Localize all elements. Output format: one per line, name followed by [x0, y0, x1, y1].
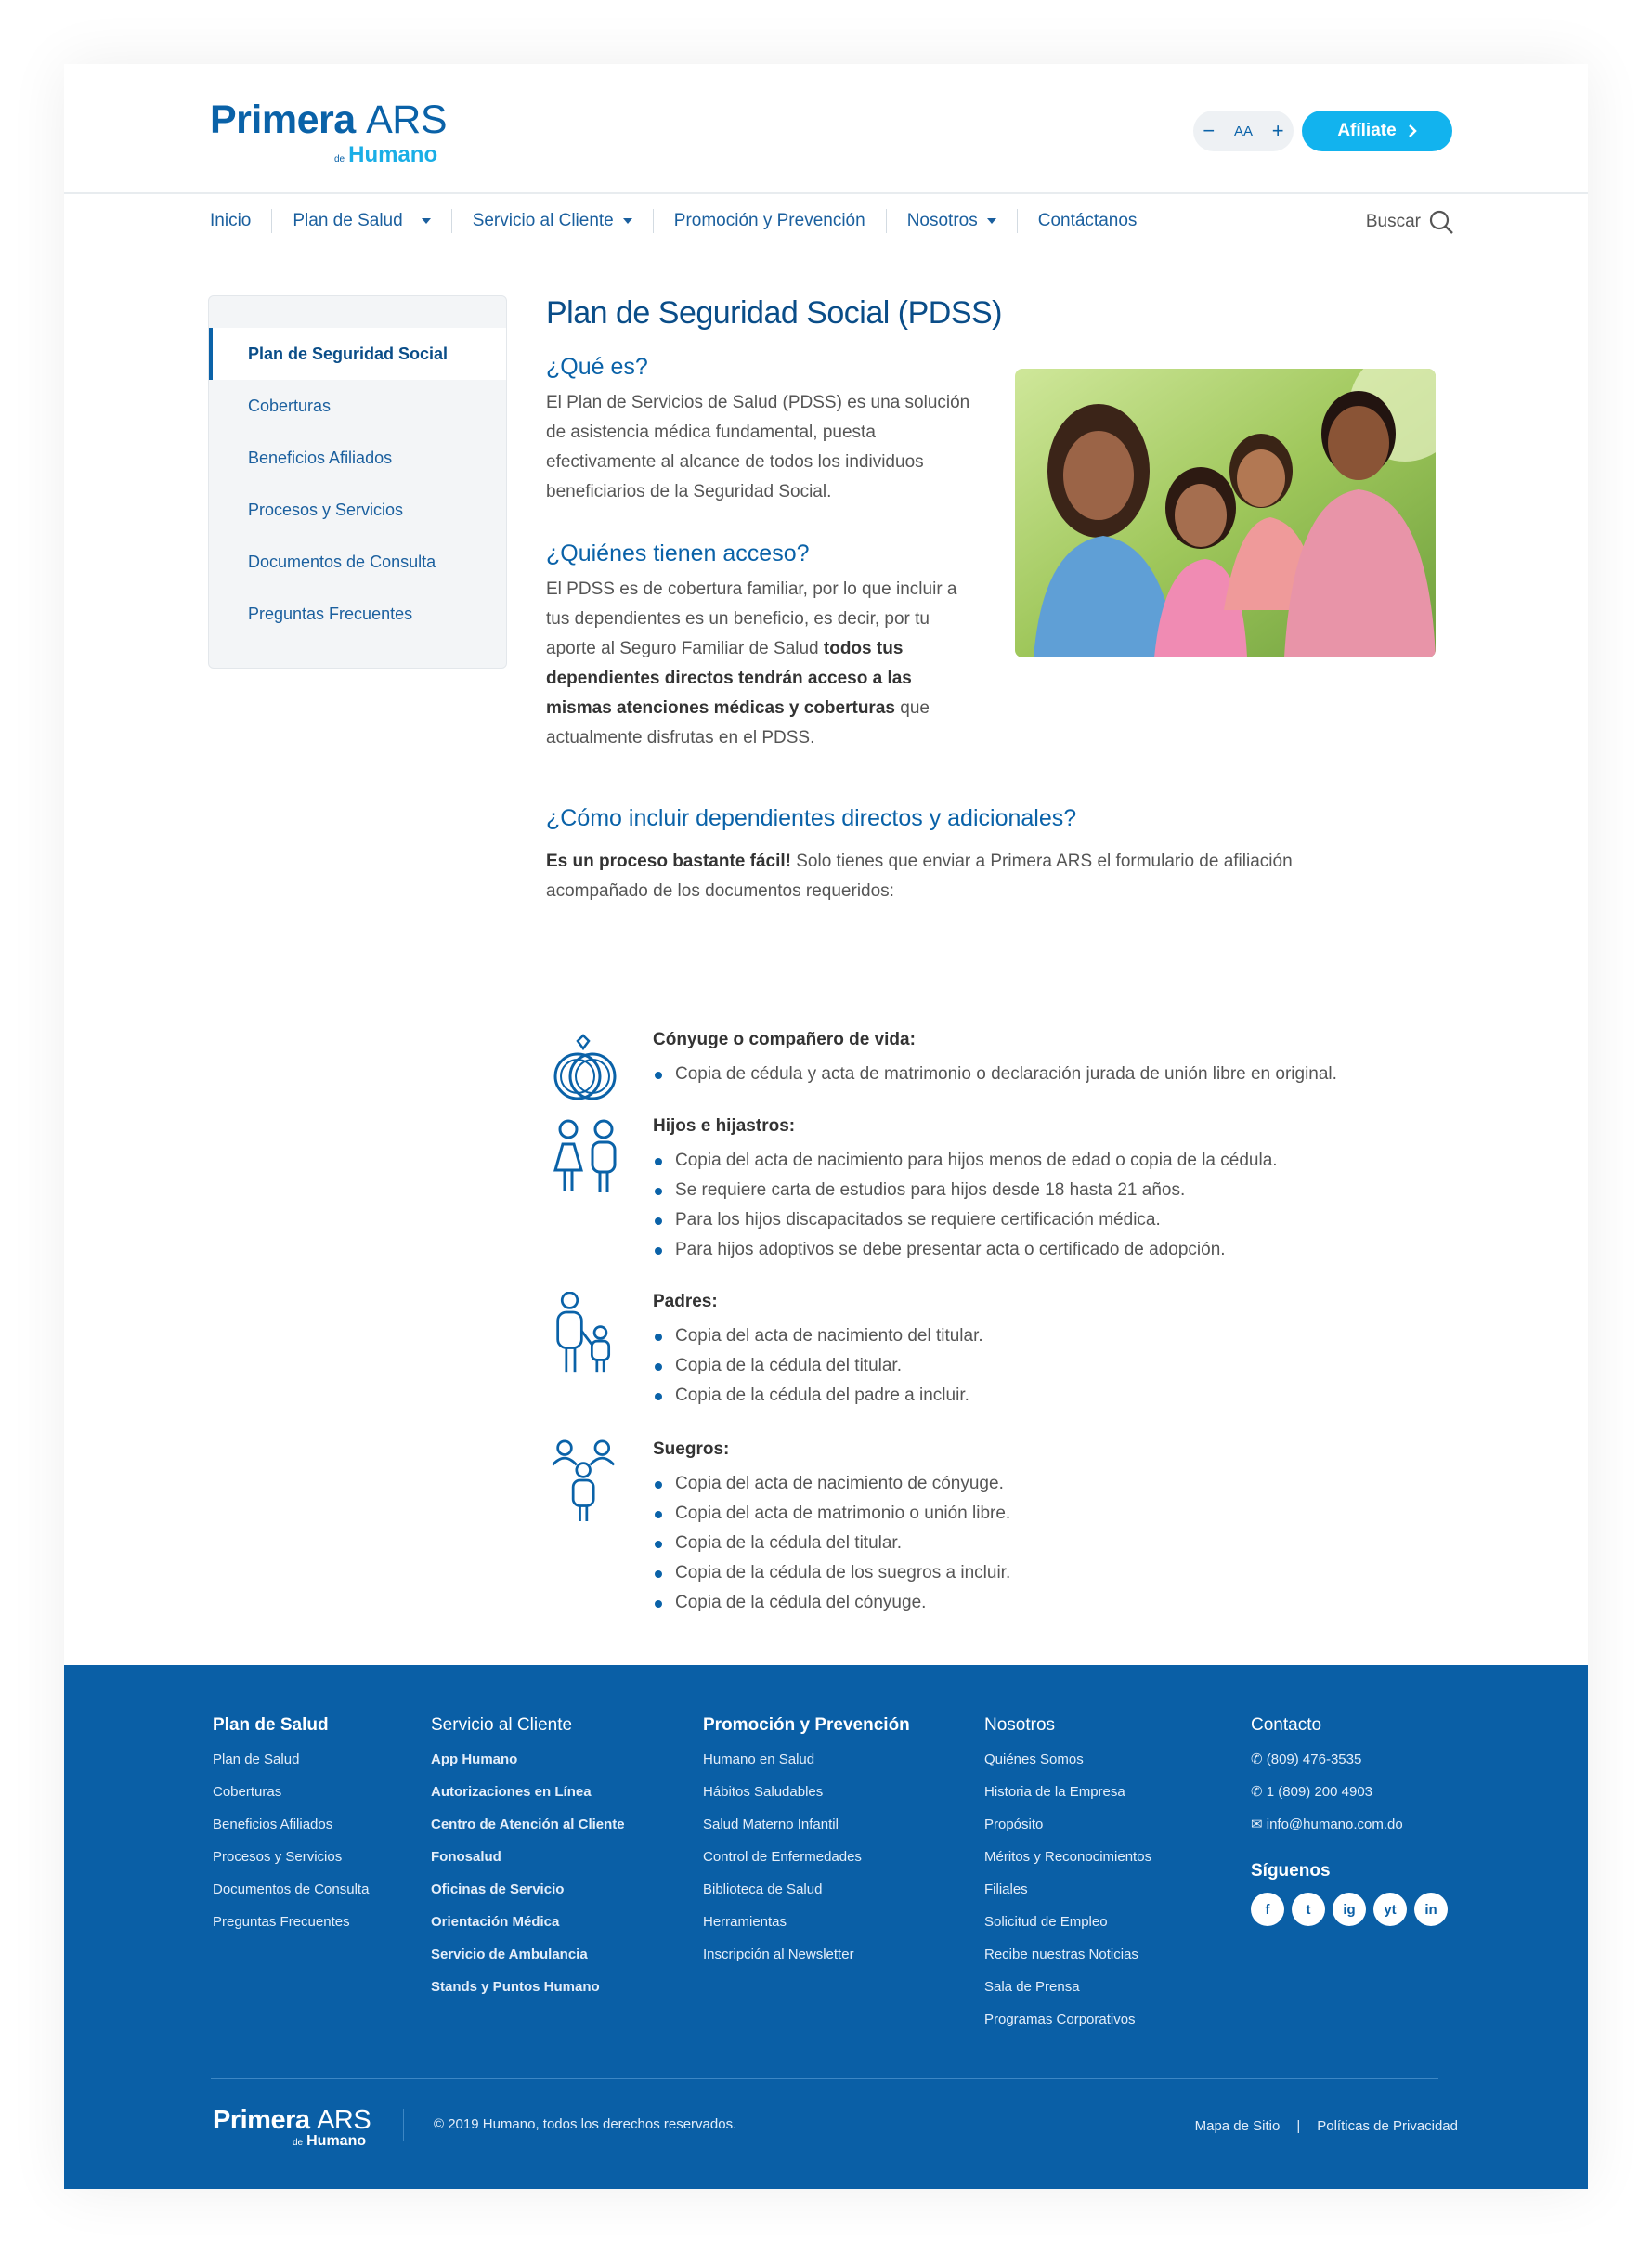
requirement-list [653, 1060, 1337, 1089]
page [64, 64, 1588, 2189]
requirement-list [653, 1469, 1010, 1618]
font-size-control [1193, 111, 1294, 151]
sidebar-item-coberturas[interactable]: Coberturas [248, 397, 332, 415]
logo-primera: Primera [210, 98, 356, 142]
footer-link[interactable]: Servicio de Ambulancia [431, 1946, 588, 1962]
footer-link[interactable]: Fonosalud [431, 1849, 501, 1865]
list-item: Para los hijos discapacitados se requiere certificación médica. [653, 1205, 1278, 1235]
family-photo [1015, 369, 1436, 657]
caret-down-icon [422, 218, 431, 224]
sidebar-item-procesos[interactable]: Procesos y Servicios [248, 501, 404, 519]
caret-down-icon [987, 218, 996, 224]
children-icon [546, 1116, 624, 1198]
footer-link[interactable]: Herramientas [703, 1914, 787, 1930]
phone-icon: ✆ [1251, 1784, 1267, 1800]
footer-link[interactable]: Inscripción al Newsletter [703, 1946, 854, 1962]
logo-de: de [334, 154, 345, 164]
sidebar [208, 295, 507, 669]
footer-link[interactable]: Orientación Médica [431, 1914, 560, 1930]
list-item: Copia del acta de nacimiento para hijos menos de edad o copia de la cédula. [653, 1146, 1278, 1176]
logo-humano: Humano [348, 142, 438, 167]
footer-link[interactable]: Preguntas Frecuentes [213, 1914, 350, 1930]
search-icon [1428, 209, 1454, 235]
footer [64, 1665, 1588, 2189]
footer-link[interactable]: Centro de Atención al Cliente [431, 1816, 625, 1832]
social-links [1251, 1893, 1448, 1926]
privacy-link[interactable]: Políticas de Privacidad [1317, 2118, 1458, 2134]
list-item: Copia del acta de nacimiento de cónyuge. [653, 1469, 1010, 1499]
sidebar-item-preguntas[interactable]: Preguntas Frecuentes [248, 605, 413, 623]
footer-col-servicio [431, 1715, 625, 2003]
twitter-icon[interactable]: t [1292, 1893, 1325, 1926]
sitemap-link[interactable]: Mapa de Sitio [1194, 2118, 1281, 2134]
footer-link[interactable]: Filiales [984, 1881, 1028, 1897]
footer-link[interactable]: Oficinas de Servicio [431, 1881, 565, 1897]
footer-link[interactable]: Procesos y Servicios [213, 1849, 343, 1865]
font-increase-button[interactable]: + [1271, 119, 1284, 142]
nav-contactanos[interactable]: Contáctanos [1037, 211, 1138, 230]
afiliate-button[interactable] [1302, 111, 1452, 151]
font-decrease-button[interactable]: − [1203, 119, 1216, 142]
requirement-title: Suegros: [653, 1439, 730, 1459]
afiliate-label: Afíliate [1337, 121, 1397, 140]
footer-heading: Servicio al Cliente [431, 1715, 573, 1735]
requirement-title: Cónyuge o compañero de vida: [653, 1030, 916, 1049]
requirement-title: Padres: [653, 1292, 718, 1311]
list-item: Se requiere carta de estudios para hijos desde 18 hasta 21 años. [653, 1176, 1278, 1205]
footer-link[interactable]: Méritos y Reconocimientos [984, 1849, 1152, 1865]
list-item: Copia de la cédula de los suegros a incluir. [653, 1558, 1010, 1588]
page-title: Plan de Seguridad Social (PDSS) [546, 295, 1002, 331]
search-label: Buscar [1365, 212, 1421, 231]
footer-col-nosotros [984, 1715, 1151, 2036]
requirement-list [653, 1321, 983, 1411]
footer-link[interactable]: Coberturas [213, 1784, 282, 1800]
footer-link[interactable]: Humano en Salud [703, 1751, 815, 1767]
main-nav [210, 194, 1454, 248]
footer-logo[interactable]: Primera ARS de Humano [213, 2105, 371, 2149]
mail-icon: ✉ [1251, 1816, 1267, 1832]
como-heading: ¿Cómo incluir dependientes directos y adicionales? [546, 805, 1077, 831]
footer-link[interactable]: Salud Materno Infantil [703, 1816, 839, 1832]
list-item: Copia de la cédula del titular. [653, 1529, 1010, 1558]
nav-nosotros[interactable]: Nosotros [887, 209, 1018, 233]
footer-col-plan [213, 1715, 369, 1938]
logo-ars: ARS [366, 98, 448, 142]
footer-divider [211, 2078, 1438, 2079]
youtube-icon[interactable]: yt [1373, 1893, 1407, 1926]
parent-child-icon [546, 1292, 624, 1373]
list-item: Para hijos adoptivos se debe presentar acta o certificado de adopción. [653, 1235, 1278, 1265]
footer-link[interactable]: Solicitud de Empleo [984, 1914, 1108, 1930]
footer-link[interactable]: Quiénes Somos [984, 1751, 1084, 1767]
font-size-label: AA [1233, 123, 1253, 139]
in-laws-icon [546, 1439, 624, 1521]
footer-link[interactable]: Plan de Salud [213, 1751, 300, 1767]
quienes-text: El PDSS es de cobertura familiar, por lo que incluir a tus dependientes es un beneficio, es decir, por tu aporte al Seguro Familiar de Salud todos tus dependientes directos tendrán acceso a las mismas atenciones médicas y coberturas que actualmente disfrutas en el PDSS. [546, 579, 957, 748]
footer-heading: Contacto [1251, 1715, 1322, 1735]
footer-link[interactable]: Recibe nuestras Noticias [984, 1946, 1138, 1962]
footer-link[interactable]: Propósito [984, 1816, 1044, 1832]
footer-link[interactable]: Sala de Prensa [984, 1979, 1080, 1995]
nav-inicio[interactable]: Inicio [210, 209, 272, 233]
quienes-heading: ¿Quiénes tienen acceso? [546, 540, 810, 566]
footer-heading: Plan de Salud [213, 1715, 329, 1735]
footer-link[interactable]: Autorizaciones en Línea [431, 1784, 592, 1800]
footer-link[interactable]: Control de Enfermedades [703, 1849, 862, 1865]
footer-col-promocion [703, 1715, 910, 1971]
list-item: Copia de la cédula del cónyuge. [653, 1588, 1010, 1618]
footer-link[interactable]: Documentos de Consulta [213, 1881, 370, 1897]
search-button[interactable] [1366, 209, 1454, 235]
phone-link[interactable]: ✆ 1 (809) 200 4903 [1251, 1784, 1373, 1800]
nav-promocion-prevencion[interactable]: Promoción y Prevención [654, 209, 887, 233]
separator: | [1296, 2118, 1301, 2134]
footer-heading: Nosotros [984, 1715, 1056, 1735]
como-text: Es un proceso bastante fácil! Solo tienes que enviar a Primera ARS el formulario de afiliación acompañado de los documentos requeridos: [546, 852, 1293, 901]
siguenos-heading: Síguenos [1251, 1861, 1331, 1881]
que-es-text: El Plan de Servicios de Salud (PDSS) es una solución de asistencia médica fundamental, puesta efectivamente al alcance de todos los individuos beneficiarios de la Seguridad Social. [546, 393, 970, 501]
footer-link[interactable]: App Humano [431, 1751, 518, 1767]
list-item: Copia de cédula y acta de matrimonio o declaración jurada de unión libre en original. [653, 1060, 1337, 1089]
footer-col-contacto [1251, 1715, 1448, 1926]
sidebar-item-documentos[interactable]: Documentos de Consulta [248, 553, 436, 571]
requirement-list [653, 1146, 1278, 1265]
caret-down-icon [623, 218, 632, 224]
footer-legal-links [1195, 2118, 1458, 2134]
footer-link[interactable]: Biblioteca de Salud [703, 1881, 823, 1897]
sidebar-item-plan-seguridad-social[interactable]: Plan de Seguridad Social [209, 328, 506, 380]
que-es-heading: ¿Qué es? [546, 354, 648, 380]
instagram-icon[interactable]: ig [1333, 1893, 1366, 1926]
footer-link[interactable]: Beneficios Afiliados [213, 1816, 333, 1832]
sidebar-item-beneficios[interactable]: Beneficios Afiliados [248, 449, 393, 467]
linkedin-icon[interactable]: in [1414, 1893, 1448, 1926]
footer-link[interactable]: Stands y Puntos Humano [431, 1979, 600, 1995]
wedding-rings-icon [546, 1030, 624, 1112]
requirement-title: Hijos e hijastros: [653, 1116, 796, 1136]
footer-heading: Promoción y Prevención [703, 1715, 910, 1735]
list-item: Copia de la cédula del padre a incluir. [653, 1381, 983, 1411]
list-item: Copia del acta de matrimonio o unión libre. [653, 1499, 1010, 1529]
list-item: Copia del acta de nacimiento del titular. [653, 1321, 983, 1351]
nav-plan-de-salud[interactable]: Plan de Salud [272, 209, 451, 233]
phone-icon: ✆ [1251, 1751, 1267, 1767]
footer-link[interactable]: Historia de la Empresa [984, 1784, 1125, 1800]
email-link[interactable]: ✉ info@humano.com.do [1251, 1816, 1403, 1832]
footer-link[interactable]: Hábitos Saludables [703, 1784, 824, 1800]
list-item: Copia de la cédula del titular. [653, 1351, 983, 1381]
primera-ars-logo[interactable] [210, 98, 448, 167]
header [64, 64, 1588, 194]
nav-servicio-al-cliente[interactable]: Servicio al Cliente [452, 209, 654, 233]
phone-link[interactable]: ✆ (809) 476-3535 [1251, 1751, 1362, 1767]
copyright: © 2019 Humano, todos los derechos reservados. [403, 2109, 736, 2141]
chevron-right-icon [1408, 124, 1417, 138]
footer-link[interactable]: Programas Corporativos [984, 2011, 1136, 2027]
facebook-icon[interactable]: f [1251, 1893, 1284, 1926]
